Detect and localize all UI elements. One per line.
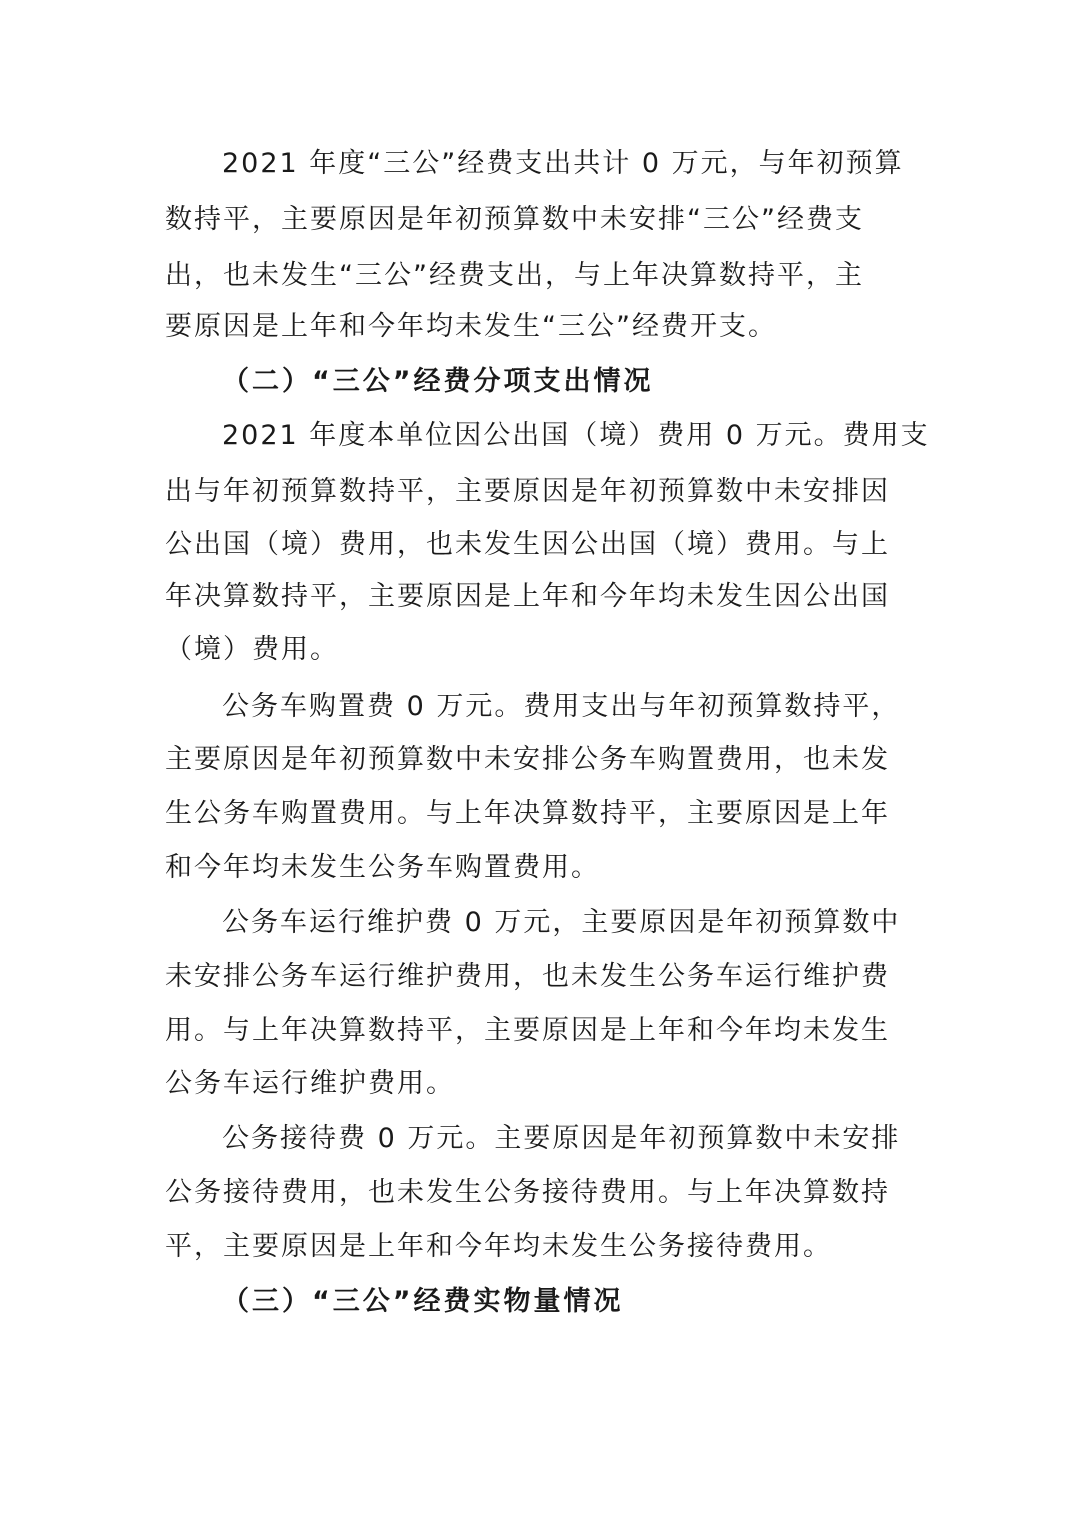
text-line: （境）费用。 [165,634,339,665]
text-line: 用。与上年决算数持平，主要原因是上年和今年均未发生 [165,1015,890,1046]
text-line: 公务接待费用，也未发生公务接待费用。与上年决算数持 [165,1177,890,1208]
section-heading-physical-quantity: （三）“三公”经费实物量情况 [222,1286,624,1317]
text-line: 公务车运行维护费用。 [165,1068,455,1099]
text-line: 和今年均未发生公务车购置费用。 [165,852,600,883]
text-line: 2021 年度本单位因公出国（境）费用 0 万元。费用支 [222,420,930,451]
text-line: 生公务车购置费用。与上年决算数持平，主要原因是上年 [165,798,890,829]
text-line: 数持平，主要原因是年初预算数中未安排“三公”经费支 [165,204,864,235]
text-line: 未安排公务车运行维护费用，也未发生公务车运行维护费 [165,961,890,992]
text-line: 平，主要原因是上年和今年均未发生公务接待费用。 [165,1231,832,1262]
text-line: 公务接待费 0 万元。主要原因是年初预算数中未安排 [222,1123,901,1154]
text-line: 出与年初预算数持平，主要原因是年初预算数中未安排因 [165,476,890,507]
text-line: 公务车购置费 0 万元。费用支出与年初预算数持平， [222,691,901,722]
text-line: 主要原因是年初预算数中未安排公务车购置费用，也未发 [165,744,890,775]
text-line: 年决算数持平，主要原因是上年和今年均未发生因公出国 [165,581,890,612]
section-heading-itemized-spending: （二）“三公”经费分项支出情况 [222,366,654,397]
text-line: 公务车运行维护费 0 万元，主要原因是年初预算数中 [222,907,901,938]
text-line: 公出国（境）费用，也未发生因公出国（境）费用。与上 [165,529,890,560]
text-line: 2021 年度“三公”经费支出共计 0 万元，与年初预算 [222,148,904,179]
text-line: 要原因是上年和今年均未发生“三公”经费开支。 [165,311,777,342]
text-line: 出，也未发生“三公”经费支出，与上年决算数持平，主 [165,260,864,291]
